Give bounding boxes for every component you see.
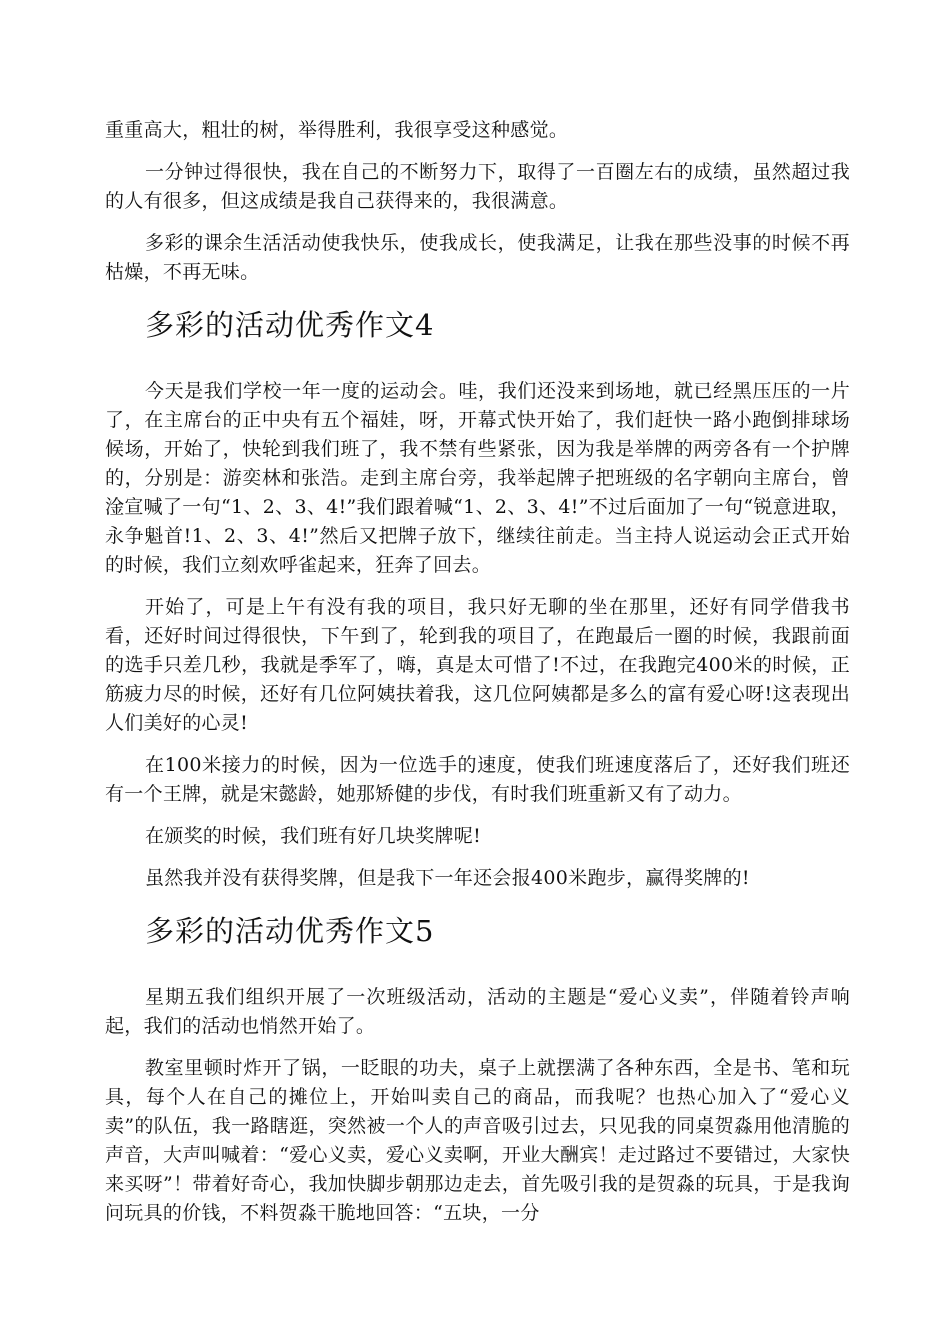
section-4-paragraph-4: 在颁奖的时候，我们班有好几块奖牌呢!: [145, 825, 482, 847]
section-4-paragraph-5: 虽然我并没有获得奖牌，但是我下一年还会报400米跑步，赢得奖牌的!: [145, 867, 750, 889]
section-5-paragraph-2: 教室里顿时炸开了锅，一眨眼的功夫，桌子上就摆满了各种东西，全是书、笔和玩具，每个人在自己的摊位上，开始叫卖自己的商品，而我呢？也热心加入了“爱心义卖”的队伍，我一路瞎逛，突然被一个人的声音吸引过去，只见我的同桌贺淼用他清脆的声音，大声叫喊着：“爱心义卖，爱心义卖啊，开业大酬宾！走过路过不要错过，大家快来买呀”！带着好奇心，我加快脚步朝那边走去，首先吸引我的是贺淼的玩具，于是我询问玩具的价钱，不料贺淼干脆地回答：“五块，一分: [105, 1057, 850, 1224]
intro-paragraph-1: 重重高大，粗壮的树，举得胜利，我很享受这种感觉。: [105, 119, 569, 141]
section-4-title: 多彩的活动优秀作文4: [145, 308, 435, 342]
intro-paragraph-2: 一分钟过得很快，我在自己的不断努力下，取得了一百圈左右的成绩，虽然超过我的人有很多，但这成绩是我自己获得来的，我很满意。: [105, 161, 850, 212]
document-page: [105, 116, 850, 1241]
section-5-paragraph-1: 星期五我们组织开展了一次班级活动，活动的主题是“爱心义卖”，伴随着铃声响起，我们的活动也悄然开始了。: [105, 986, 850, 1037]
section-5-title: 多彩的活动优秀作文5: [145, 914, 435, 948]
section-4-paragraph-3: 在100米接力的时候，因为一位选手的速度，使我们班速度落后了，还好我们班还有一个王牌，就是宋懿龄，她那矫健的步伐，有时我们班重新又有了动力。: [105, 754, 850, 805]
intro-paragraph-3: 多彩的课余生活活动使我快乐，使我成长，使我满足，让我在那些没事的时候不再枯燥，不再无味。: [105, 232, 850, 283]
section-4-paragraph-2: 开始了，可是上午有没有我的项目，我只好无聊的坐在那里，还好有同学借我书看，还好时间过得很快，下午到了，轮到我的项目了，在跑最后一圈的时候，我跟前面的选手只差几秒，我就是季军了，嗨，真是太可惜了!不过，在我跑完400米的时候，正筋疲力尽的时候，还好有几位阿姨扶着我，这几位阿姨都是多么的富有爱心呀!这表现出人们美好的心灵!: [105, 596, 850, 734]
section-4-paragraph-1: 今天是我们学校一年一度的运动会。哇，我们还没来到场地，就已经黑压压的一片了，在主席台的正中央有五个福娃，呀，开幕式快开始了，我们赶快一路小跑倒排球场候场，开始了，快轮到我们班了，我不禁有些紧张，因为我是举牌的两旁各有一个护牌的，分别是：游奕林和张浩。走到主席台旁，我举起牌子把班级的名字朝向主席台，曾淦宣喊了一句“1、2、3、4!”我们跟着喊“1、2、3、4!”不过后面加了一句“锐意进取，永争魁首!1、2、3、4!”然后又把牌子放下，继续往前走。当主持人说运动会正式开始的时候，我们立刻欢呼雀起来，狂奔了回去。: [105, 380, 850, 576]
